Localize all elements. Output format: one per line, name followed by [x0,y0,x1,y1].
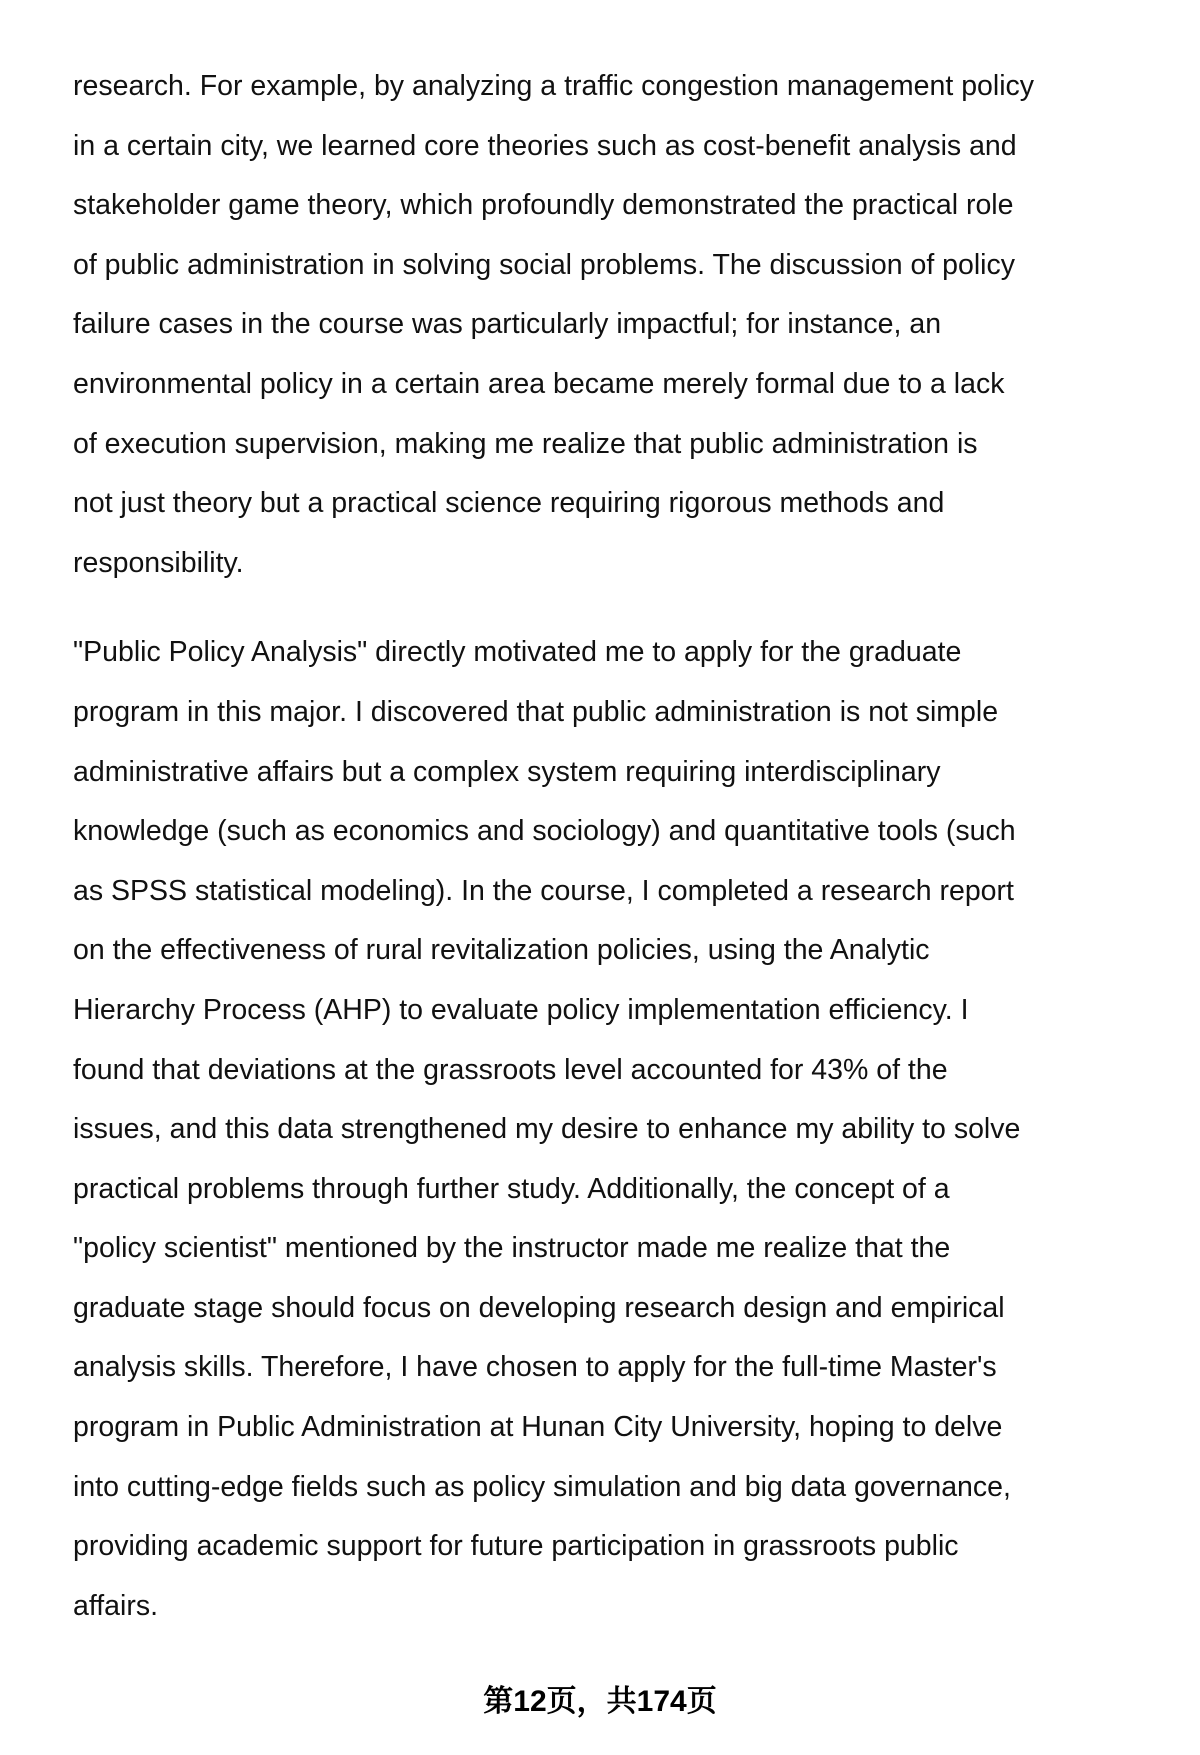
text-line: program in this major. I discovered that public administration is not simple [73,695,999,728]
text-line: environmental policy in a certain area became merely formal due to a lack [73,367,1005,400]
text-line: Hierarchy Process (AHP) to evaluate policy implementation efficiency. I [73,993,969,1026]
text-line: of public administration in solving social problems. The discussion of policy [73,248,1016,281]
text-line: "Public Policy Analysis" directly motivated me to apply for the graduate [73,636,962,669]
paragraph [73,623,1163,1636]
paragraph [73,57,1163,593]
text-line: knowledge (such as economics and sociology) and quantitative tools (such [73,815,1016,848]
text-line: of execution supervision, making me realize that public administration is [73,427,978,460]
text-line: graduate stage should focus on developing research design and empirical [73,1291,1005,1324]
text-line: not just theory but a practical science requiring rigorous methods and [73,487,945,520]
document-body [73,57,1163,1666]
text-line: issues, and this data strengthened my desire to enhance my ability to solve [73,1113,1021,1146]
text-line: into cutting-edge fields such as policy simulation and big data governance, [73,1470,1011,1503]
page-number: 第12页，共174页 [483,1685,717,1718]
text-line: as SPSS statistical modeling). In the course, I completed a research report [73,874,1014,907]
text-line: affairs. [73,1589,159,1622]
text-line: failure cases in the course was particularly impactful; for instance, an [73,308,942,341]
text-line: practical problems through further study. Additionally, the concept of a [73,1172,950,1205]
text-line: found that deviations at the grassroots level accounted for 43% of the [73,1053,948,1086]
text-line: administrative affairs but a complex system requiring interdisciplinary [73,755,941,788]
text-line: in a certain city, we learned core theories such as cost-benefit analysis and [73,129,1017,162]
text-line: analysis skills. Therefore, I have chosen to apply for the full-time Master's [73,1351,997,1384]
text-line: providing academic support for future participation in grassroots public [73,1530,959,1563]
text-line: on the effectiveness of rural revitalization policies, using the Analytic [73,934,930,967]
text-line: program in Public Administration at Hunan City University, hoping to delve [73,1411,1003,1444]
text-line: "policy scientist" mentioned by the instructor made me realize that the [73,1232,951,1265]
text-line: research. For example, by analyzing a traffic congestion management policy [73,70,1035,102]
text-line: responsibility. [73,546,244,579]
text-line: stakeholder game theory, which profoundly demonstrated the practical role [73,189,1014,222]
